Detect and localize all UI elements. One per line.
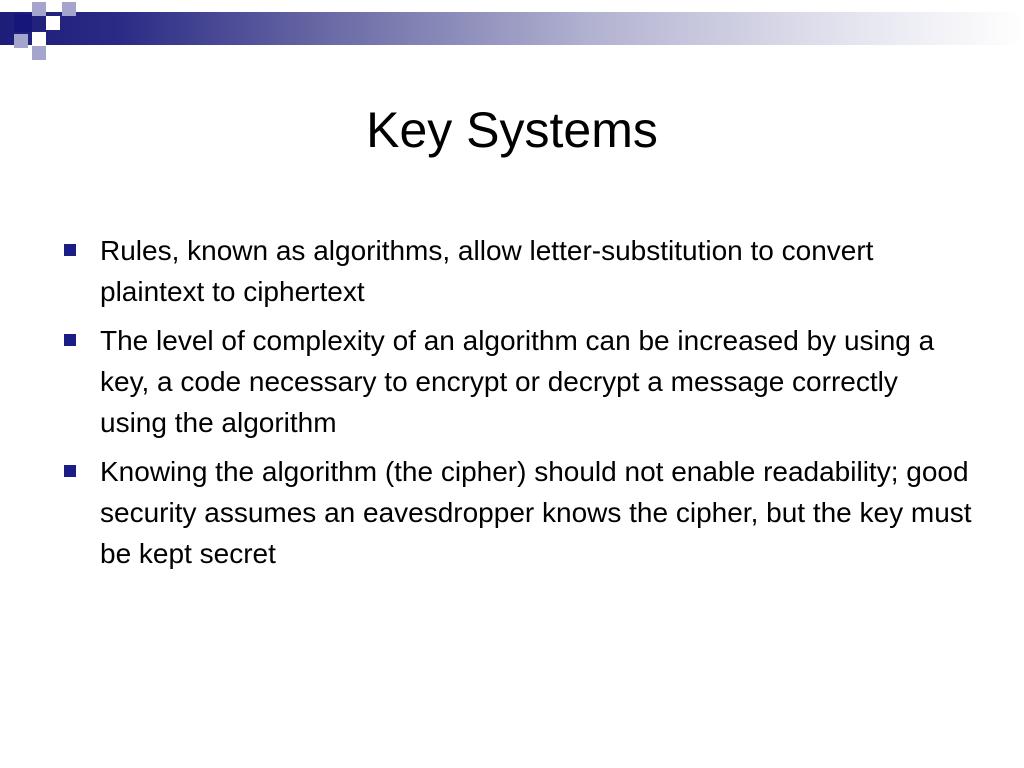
slide-title: Key Systems <box>366 102 658 158</box>
bullet-list <box>62 230 972 582</box>
bullet-item <box>62 230 972 312</box>
decorative-square-white-2 <box>32 32 46 46</box>
bullet-item <box>62 451 972 574</box>
decorative-square-white-1 <box>46 16 60 30</box>
square-bullet-icon <box>64 465 76 477</box>
bullet-text: The level of complexity of an algorithm can be increased by using a key, a code necessary to encrypt or decrypt a message correctly using the algorithm <box>100 325 935 438</box>
decorative-square-light-4 <box>32 46 46 60</box>
bullet-text: Knowing the algorithm (the cipher) should not enable readability; good security assumes an eavesdropper knows the cipher, but the key must be kept secret <box>100 456 972 569</box>
square-bullet-icon <box>64 244 76 256</box>
decorative-square-light-2 <box>62 2 76 16</box>
decorative-square-dark-1 <box>14 14 32 32</box>
square-bullet-icon <box>64 334 76 346</box>
header-gradient-bar <box>0 12 1024 45</box>
decorative-square-light-3 <box>14 34 28 48</box>
bullet-item <box>62 320 972 443</box>
decorative-square-light-1 <box>32 2 46 16</box>
bullet-text: Rules, known as algorithms, allow letter-substitution to convert plaintext to ciphertext <box>100 235 874 307</box>
